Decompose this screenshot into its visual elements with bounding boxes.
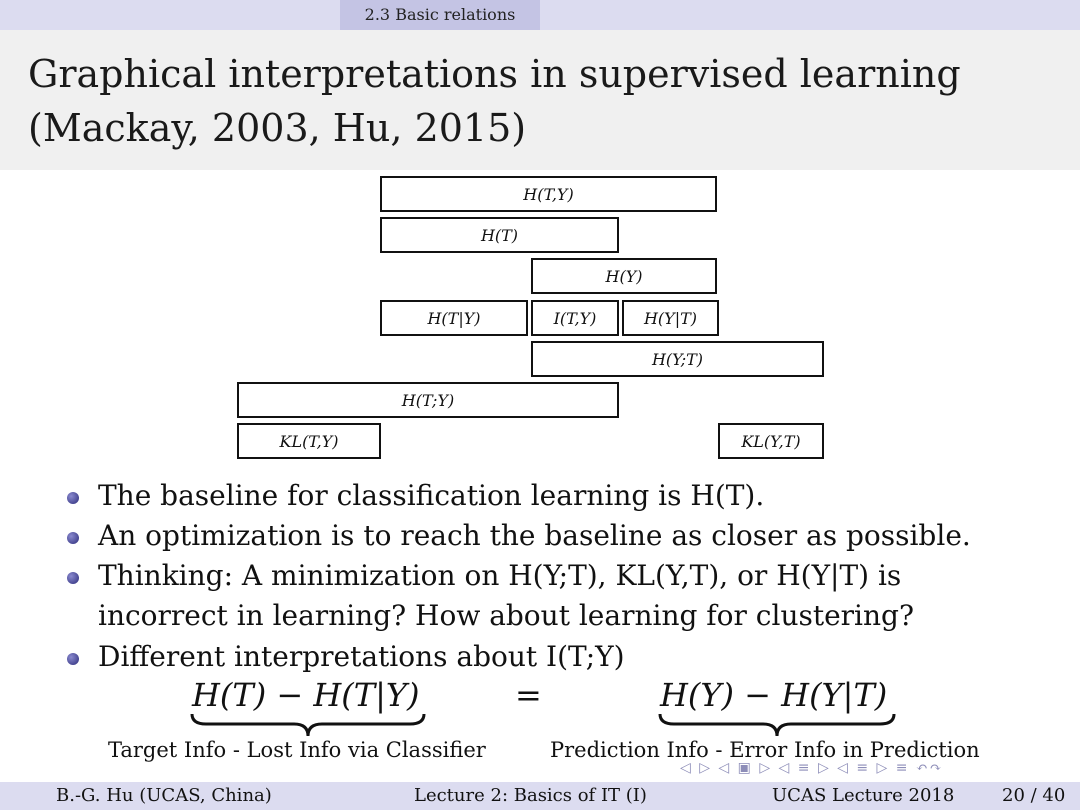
box-cond-t-given-y: H(T|Y) bbox=[380, 300, 528, 336]
box-cross-entropy-ty: H(T;Y) bbox=[237, 382, 619, 418]
bullet-dot bbox=[67, 532, 79, 544]
underbrace-left bbox=[190, 712, 426, 738]
box-entropy-t: H(T) bbox=[380, 217, 619, 253]
bullet-3: Thinking: A minimization on H(Y;T), KL(Y,T), or H(Y|T) is bbox=[98, 559, 902, 592]
footer-page-number: 20 / 40 bbox=[1002, 785, 1066, 806]
footer-venue: UCAS Lecture 2018 bbox=[772, 785, 955, 806]
bullet-2: An optimization is to reach the baseline as closer as possible. bbox=[98, 519, 971, 552]
equation-left: H(T) − H(T|Y) bbox=[192, 676, 420, 714]
equation-right: H(Y) − H(Y|T) bbox=[660, 676, 888, 714]
slide-title-line2: (Mackay, 2003, Hu, 2015) bbox=[28, 106, 527, 150]
caption-right: Prediction Info - Error Info in Prediction bbox=[550, 738, 980, 762]
beamer-navigation-icons[interactable]: ◁ ▷ ◁ ▣ ▷ ◁ ≡ ▷ ◁ ≡ ▷ ≡ ↶↷ bbox=[680, 760, 944, 776]
box-entropy-y: H(Y) bbox=[531, 258, 717, 294]
box-cond-y-given-t: H(Y|T) bbox=[622, 300, 719, 336]
bullet-dot bbox=[67, 653, 79, 665]
box-joint-entropy: H(T,Y) bbox=[380, 176, 717, 212]
bullet-1: The baseline for classification learning is H(T). bbox=[98, 479, 765, 512]
bullet-dot bbox=[67, 492, 79, 504]
bullet-dot bbox=[67, 572, 79, 584]
box-kl-ty: KL(T,Y) bbox=[237, 423, 381, 459]
bullet-3-continued: incorrect in learning? How about learning for clustering? bbox=[98, 599, 914, 632]
caption-left: Target Info - Lost Info via Classifier bbox=[108, 738, 486, 762]
footer-lecture: Lecture 2: Basics of IT (I) bbox=[414, 785, 647, 806]
box-mutual-info: I(T,Y) bbox=[531, 300, 619, 336]
box-kl-yt: KL(Y,T) bbox=[718, 423, 824, 459]
box-cross-entropy-yt: H(Y;T) bbox=[531, 341, 824, 377]
footer-bar bbox=[0, 782, 1080, 810]
slide-title-line1: Graphical interpretations in supervised learning bbox=[28, 52, 961, 96]
section-label[interactable]: 2.3 Basic relations bbox=[340, 0, 540, 30]
underbrace-right bbox=[658, 712, 896, 738]
bullet-4: Different interpretations about I(T;Y) bbox=[98, 640, 625, 673]
footer-author: B.-G. Hu (UCAS, China) bbox=[56, 785, 272, 806]
equation-equals: = bbox=[515, 676, 542, 714]
